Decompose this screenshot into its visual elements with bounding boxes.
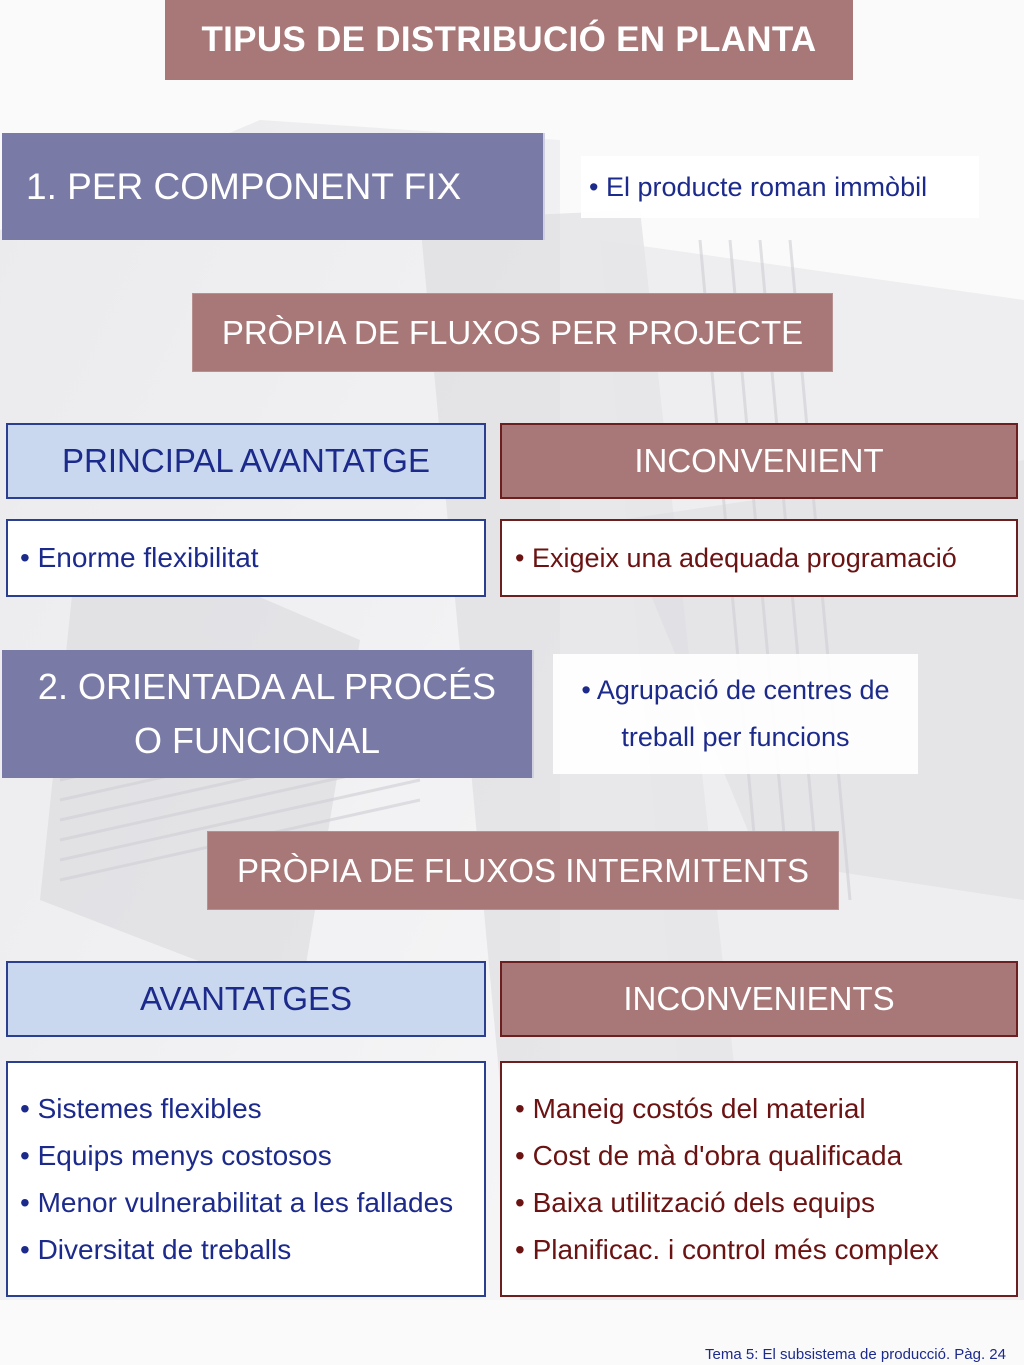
list-item: • Exigeix una adequada programació xyxy=(515,542,957,573)
list-item: • Sistemes flexibles xyxy=(20,1093,262,1124)
section2-heading xyxy=(2,650,534,778)
list-item: • Enorme flexibilitat xyxy=(20,542,259,573)
section1-note xyxy=(581,156,979,218)
page-footer: Tema 5: El subsistema de producció. Pàg. 24 xyxy=(705,1346,1006,1363)
section2-note-line2: treball per funcions xyxy=(621,722,850,752)
section2-advantage-label: AVANTATGES xyxy=(6,961,486,1037)
section1-advantages-list xyxy=(6,519,486,597)
page-title: TIPUS DE DISTRIBUCIÓ EN PLANTA xyxy=(165,0,853,80)
list-item: • Menor vulnerabilitat a les fallades xyxy=(20,1187,454,1218)
section1-heading xyxy=(2,133,545,240)
section2-disadvantage-label: INCONVENIENTS xyxy=(500,961,1018,1037)
list-item: • Diversitat de treballs xyxy=(20,1234,292,1265)
section1-disadvantages-list xyxy=(500,519,1018,597)
list-item: • Maneig costós del material xyxy=(515,1093,866,1124)
section1-note-text: • El producte roman immòbil xyxy=(589,171,928,202)
section1-advantage-label: PRINCIPAL AVANTATGE xyxy=(6,423,486,499)
section2-note xyxy=(553,654,918,774)
list-item: • Cost de mà d'obra qualificada xyxy=(515,1140,903,1171)
list-item: • Equips menys costosos xyxy=(20,1140,332,1171)
list-item: • Baixa utilització dels equips xyxy=(515,1187,875,1218)
section2-advantages-list xyxy=(6,1061,486,1297)
section2-band: PRÒPIA DE FLUXOS INTERMITENTS xyxy=(208,832,838,909)
section2-heading-line2: O FUNCIONAL xyxy=(133,720,381,761)
section1-heading-text: 1. PER COMPONENT FIX xyxy=(26,165,462,207)
section1-disadvantage-label: INCONVENIENT xyxy=(500,423,1018,499)
list-item: • Planificac. i control més complex xyxy=(515,1234,939,1265)
section1-band: PRÒPIA DE FLUXOS PER PROJECTE xyxy=(193,294,832,371)
section2-note-line1: • Agrupació de centres de xyxy=(581,675,890,705)
section2-disadvantages-list xyxy=(500,1061,1018,1297)
section2-heading-line1: 2. ORIENTADA AL PROCÉS xyxy=(37,666,497,707)
